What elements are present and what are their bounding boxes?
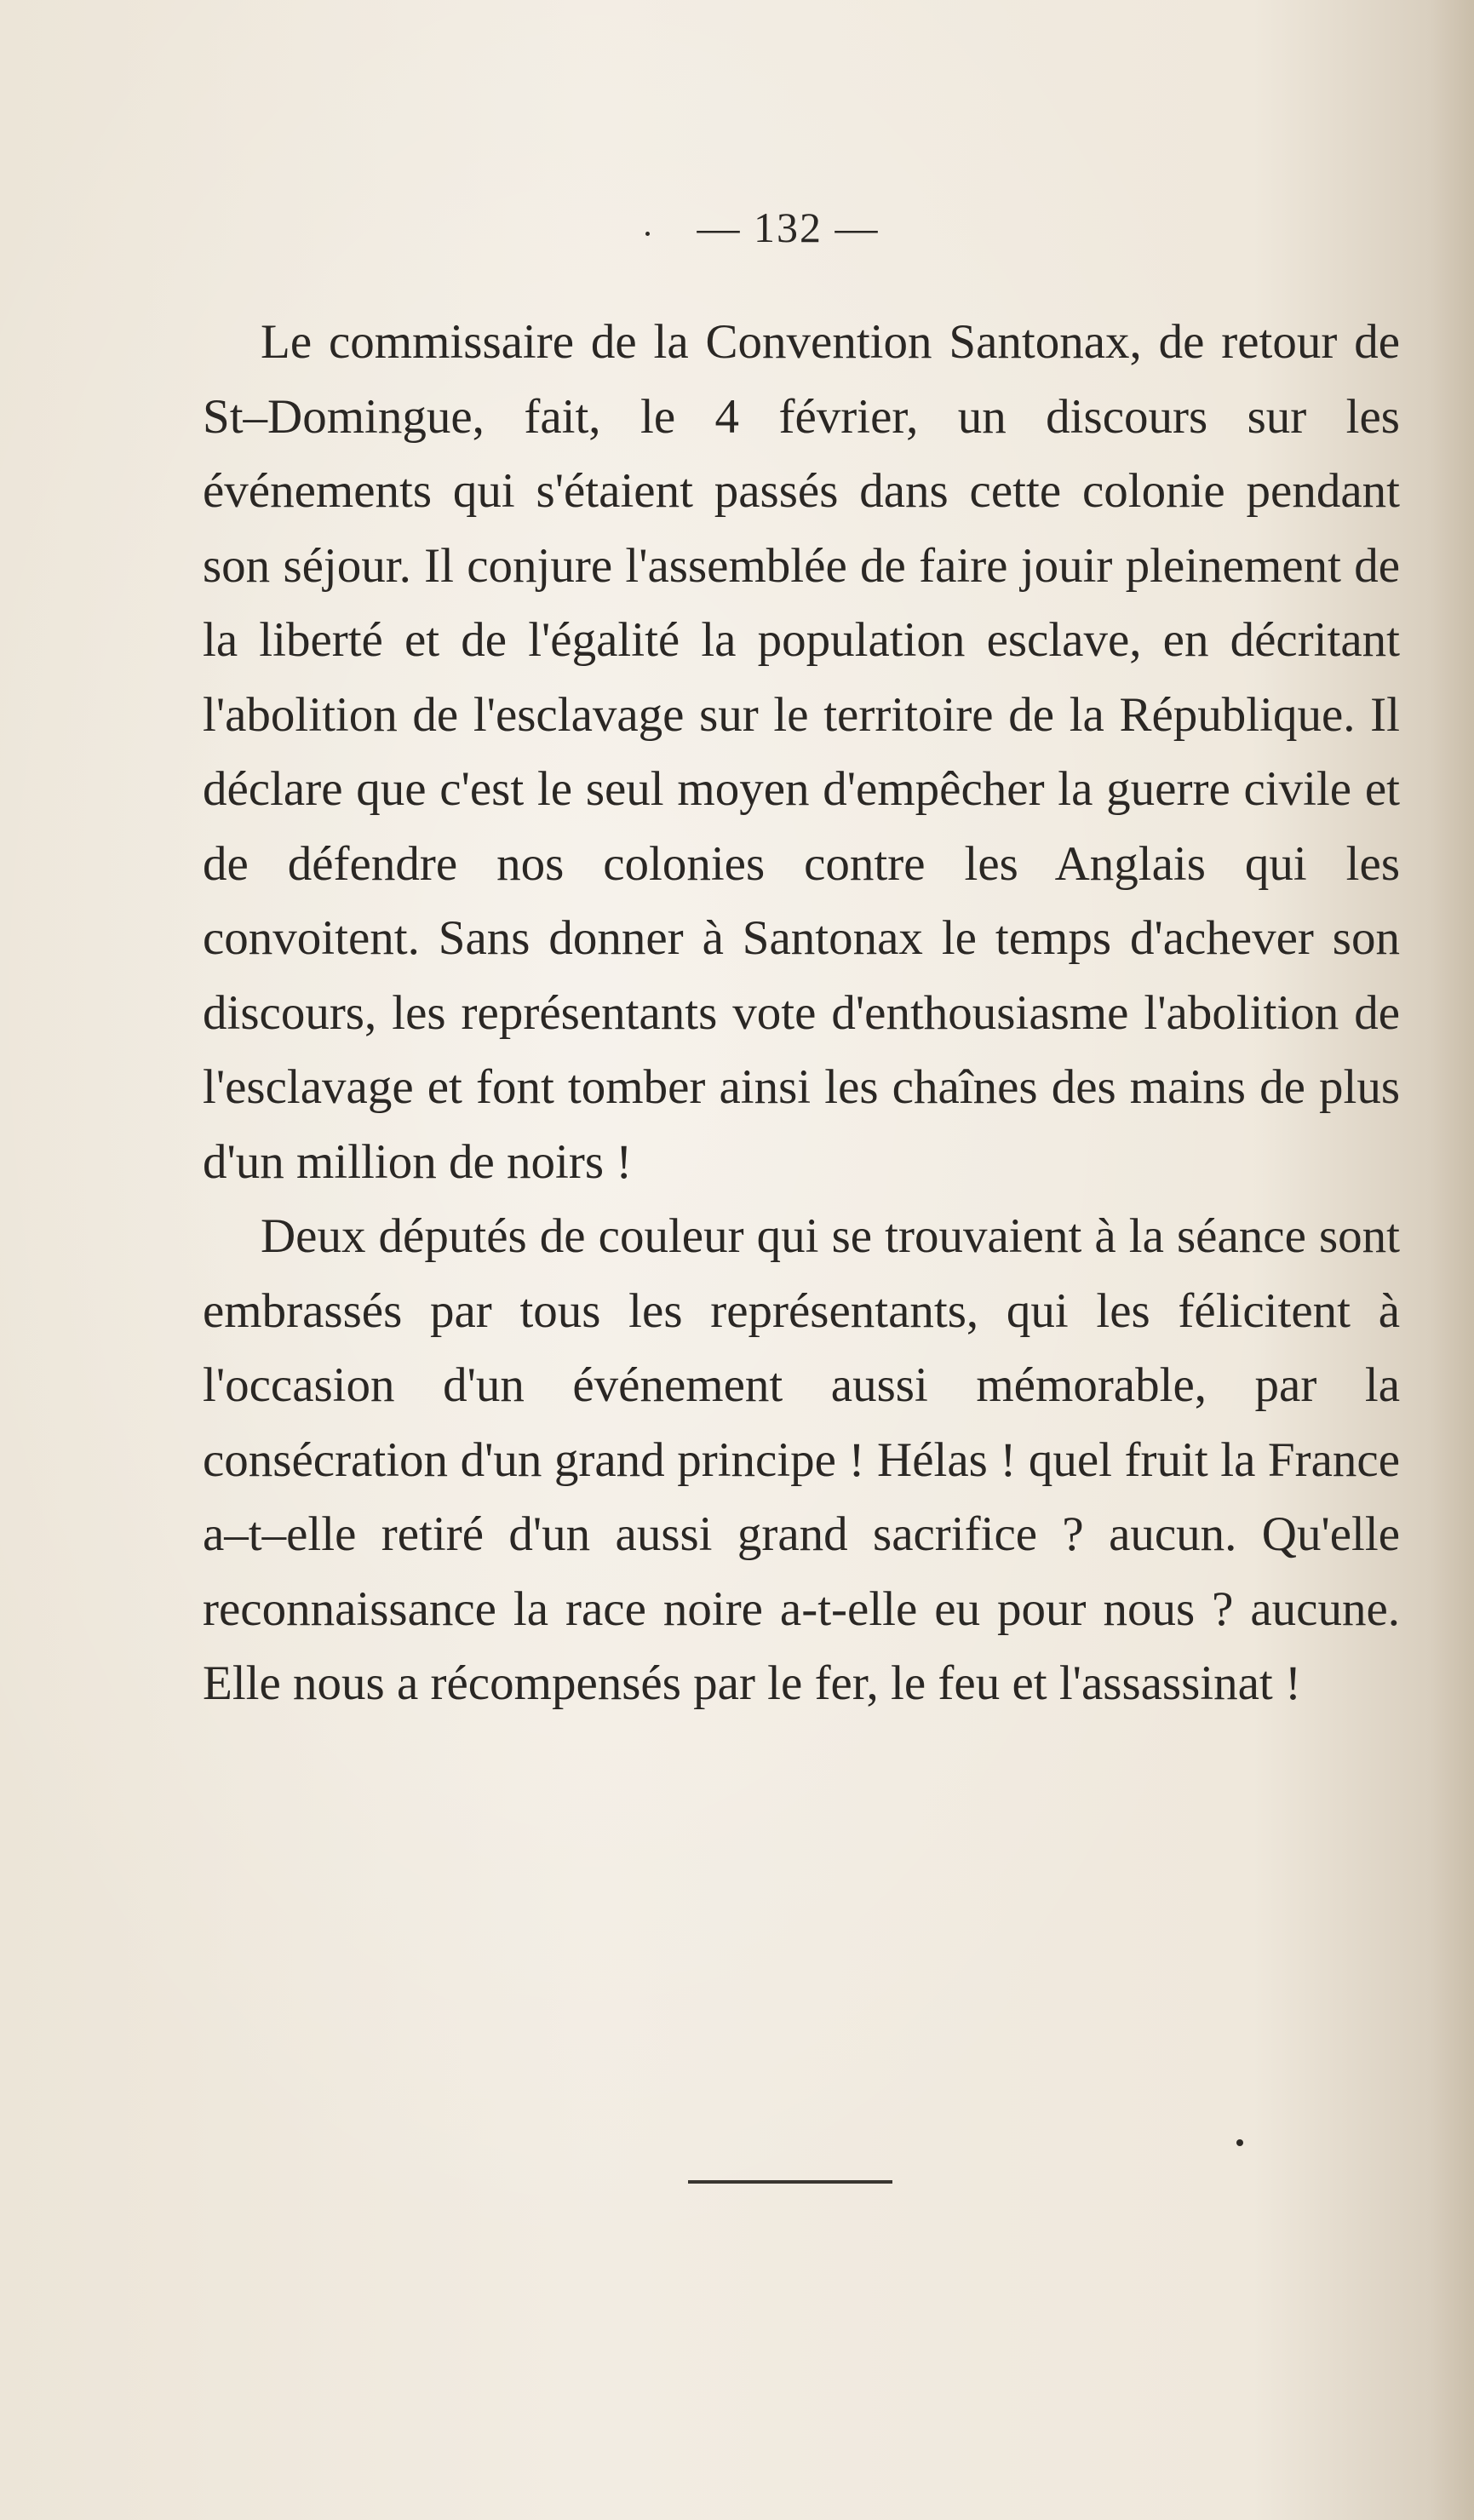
paragraph-2: Deux députés de couleur qui se trouvaient à la séance sont embrassés par tous les représentants, qui les félicitent à l'occasion d'un événement aussi mémorable, par la consécration d'un grand principe ! Hélas ! quel fruit la France a–t–elle retiré d'un aussi grand sacrifice ? aucun. Qu'elle reconnaissance la race noire a-t-elle eu pour nous ? aucune. Elle nous a récompensés par le fer, le feu et l'assassinat ! [203,1209,1400,1710]
body-text [203,305,1400,1721]
ink-speck [645,232,650,236]
end-rule [688,2180,892,2184]
page-number: — 132 — [697,204,880,251]
ink-speck [1236,2139,1243,2146]
paragraph-1: Le commissaire de la Convention Santonax, de retour de St–Domingue, fait, le 4 février, un discours sur les événements qui s'étaient passés dans cette colonie pendant son séjour. Il conjure l'assemblée de faire jouir pleinement de la liberté et de l'égalité la population esclave, en décritant l'abolition de l'esclavage sur le territoire de la République. Il déclare que c'est le seul moyen d'empêcher la guerre civile et de défendre nos colonies contre les Anglais qui les convoitent. Sans donner à Santonax le temps d'achever son discours, les représentants vote d'enthousiasme l'abolition de l'esclavage et font tomber ainsi les chaînes des mains de plus d'un million de noirs ! [203,315,1400,1189]
